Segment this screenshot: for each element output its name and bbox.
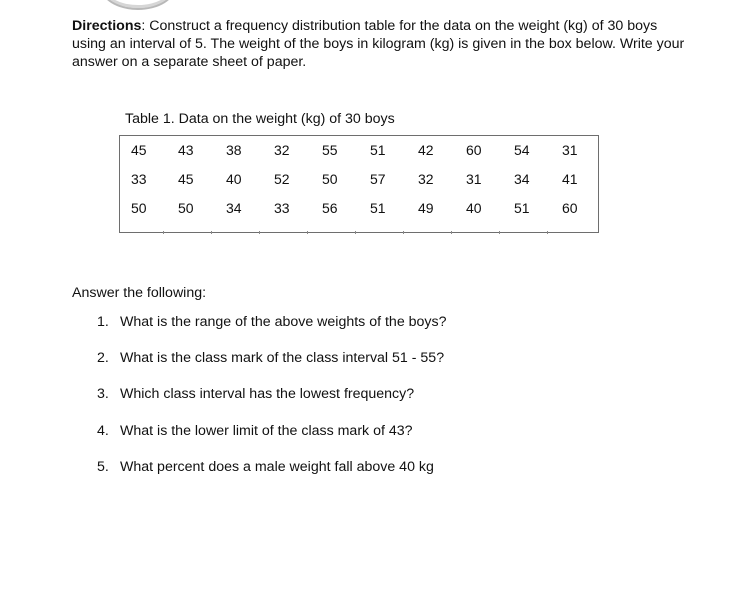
table-cell: 60	[562, 200, 578, 216]
table-cell: 50	[131, 200, 147, 216]
table-cell: 51	[514, 200, 530, 216]
column-tick	[499, 231, 500, 234]
table-cell: 50	[322, 171, 338, 187]
column-tick	[547, 231, 548, 234]
table-cell: 38	[226, 142, 242, 158]
table-row	[120, 142, 598, 162]
table-cell: 32	[274, 142, 290, 158]
table-row	[120, 200, 598, 220]
table-cell: 31	[466, 171, 482, 187]
question-5	[97, 459, 434, 475]
table-cell: 34	[226, 200, 242, 216]
question-3	[97, 386, 414, 402]
table-cell: 40	[466, 200, 482, 216]
question-number: 5.	[97, 459, 109, 475]
question-number: 2.	[97, 350, 109, 366]
question-4	[97, 423, 413, 439]
table-cell: 31	[562, 142, 578, 158]
answer-heading: Answer the following:	[72, 285, 207, 301]
table-cell: 45	[178, 171, 194, 187]
table-cell: 42	[418, 142, 434, 158]
table-cell: 51	[370, 142, 386, 158]
table-cell: 51	[370, 200, 386, 216]
question-number: 3.	[97, 386, 109, 402]
question-1	[97, 314, 447, 330]
table-cell: 60	[466, 142, 482, 158]
table-cell: 56	[322, 200, 338, 216]
question-text: What percent does a male weight fall above 40 kg	[120, 459, 434, 475]
question-text: What is the class mark of the class interval 51 - 55?	[120, 350, 445, 366]
logo-graphic	[100, 0, 176, 10]
question-text: What is the range of the above weights of the boys?	[120, 314, 447, 330]
table-cell: 33	[131, 171, 147, 187]
column-tick	[163, 231, 164, 234]
question-number: 1.	[97, 314, 109, 330]
question-text: What is the lower limit of the class mark of 43?	[120, 423, 413, 439]
table-row	[120, 171, 598, 191]
table-cell: 54	[514, 142, 530, 158]
question-text: Which class interval has the lowest frequency?	[120, 386, 415, 402]
column-tick	[211, 231, 212, 234]
table-cell: 43	[178, 142, 194, 158]
column-tick	[355, 231, 356, 234]
table-cell: 40	[226, 171, 242, 187]
directions-paragraph	[72, 17, 692, 71]
directions-text: : Construct a frequency distribution table for the data on the weight (kg) of 30 boys using an interval of 5. The weight of the boys in kilogram (kg) is given in the box below. Write your answer on a separate sheet of paper.	[72, 18, 685, 70]
table-cell: 49	[418, 200, 434, 216]
column-tick	[451, 231, 452, 234]
directions-label: Directions	[72, 18, 142, 34]
question-2	[97, 350, 444, 366]
table-cell: 50	[178, 200, 194, 216]
table-cell: 45	[131, 142, 147, 158]
column-tick	[307, 231, 308, 234]
table-caption: Table 1. Data on the weight (kg) of 30 boys	[125, 111, 395, 127]
table-cell: 41	[562, 171, 578, 187]
table-cell: 57	[370, 171, 386, 187]
column-tick	[403, 231, 404, 234]
table-cell: 52	[274, 171, 290, 187]
table-cell: 55	[322, 142, 338, 158]
table-cell: 33	[274, 200, 290, 216]
column-tick	[259, 231, 260, 234]
weight-data-table	[119, 135, 599, 233]
table-cell: 32	[418, 171, 434, 187]
table-cell: 34	[514, 171, 530, 187]
question-number: 4.	[97, 423, 109, 439]
